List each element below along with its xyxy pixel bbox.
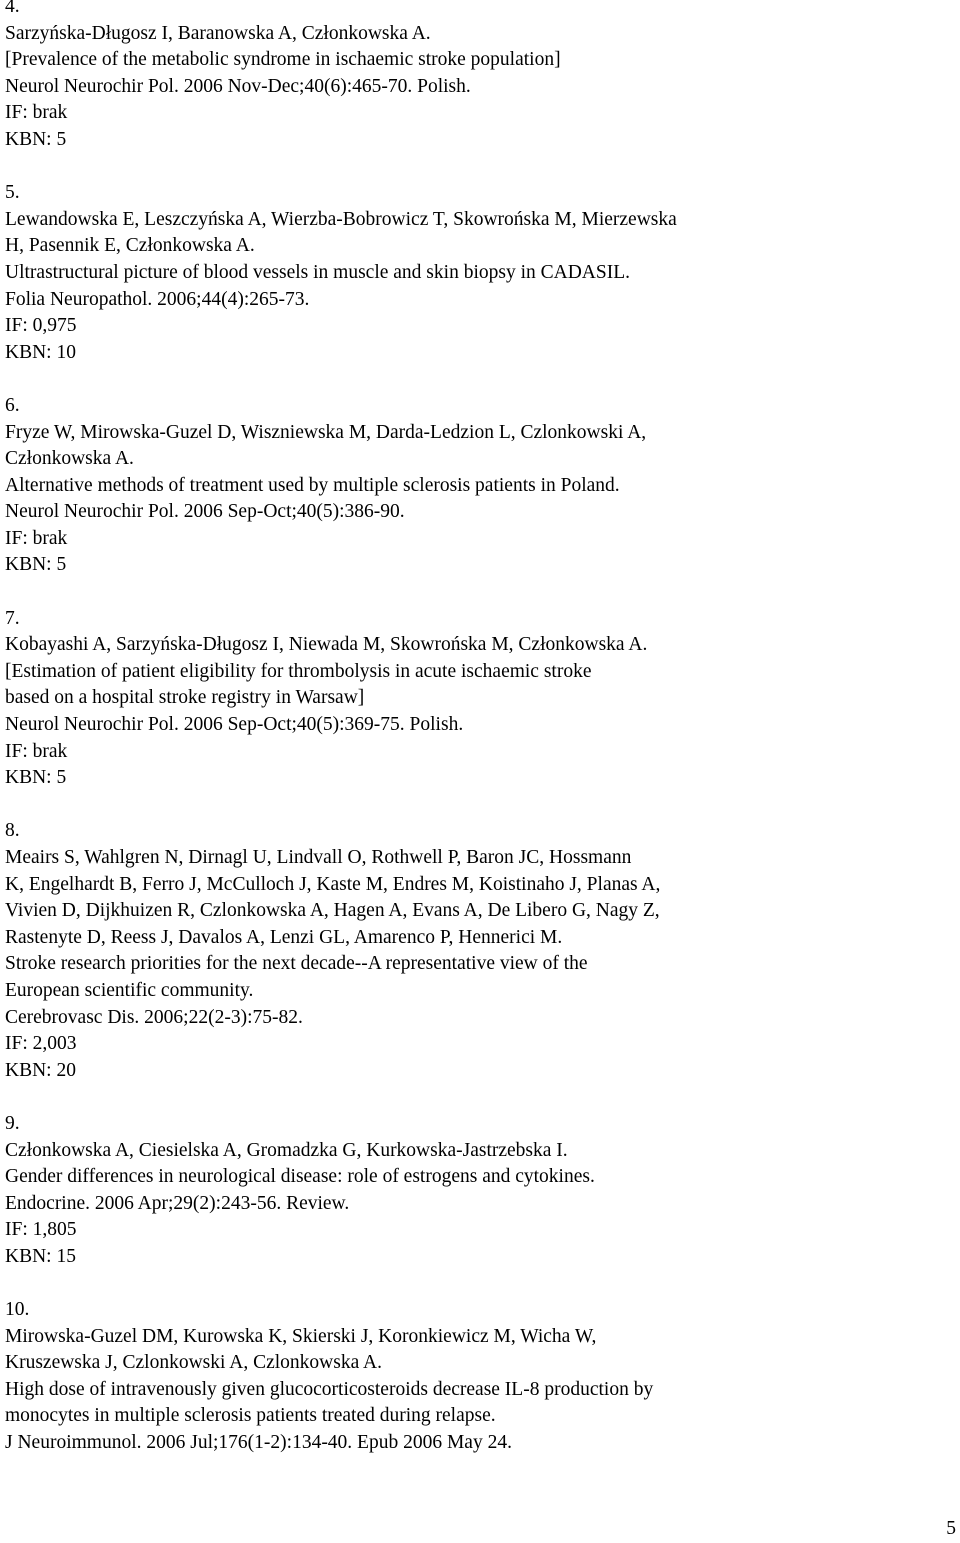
entry-authors: Mirowska-Guzel DM, Kurowska K, Skierski J, Koronkiewicz M, Wicha W, xyxy=(5,1325,597,1347)
entry-authors: Meairs S, Wahlgren N, Dirnagl U, Lindvall O, Rothwell P, Baron JC, Hossmann xyxy=(5,847,632,868)
publication-entry-9 xyxy=(5,1111,945,1271)
publication-entry-7 xyxy=(5,606,945,792)
entry-title: Ultrastructural picture of blood vessels in muscle and skin biopsy in CADASIL. xyxy=(5,261,630,283)
entry-citation: Neurol Neurochir Pol. 2006 Sep-Oct;40(5):369-75. Polish. xyxy=(5,714,464,736)
entry-citation: Neurol Neurochir Pol. 2006 Sep-Oct;40(5):386-90. xyxy=(5,501,405,523)
entry-number: 4. xyxy=(5,0,20,17)
entry-number: 9. xyxy=(5,1112,20,1134)
entry-kbn-score: KBN: 5 xyxy=(5,767,67,789)
entry-impact-factor: IF: brak xyxy=(5,527,68,549)
entry-impact-factor: IF: 0,975 xyxy=(5,315,77,337)
publication-entry-10 xyxy=(5,1297,945,1457)
entry-title: Stroke research priorities for the next decade--A representative view of the xyxy=(5,953,588,975)
entry-title-continued: European scientific community. xyxy=(5,979,254,1001)
entry-number: 5. xyxy=(5,182,20,204)
entry-authors: Sarzyńska-Długosz I, Baranowska A, Członkowska A. xyxy=(5,22,431,44)
entry-impact-factor: IF: 1,805 xyxy=(5,1219,77,1241)
entry-citation: Cerebrovasc Dis. 2006;22(2-3):75-82. xyxy=(5,1006,303,1028)
entry-title-continued: monocytes in multiple sclerosis patients treated during relapse. xyxy=(5,1405,496,1427)
entry-authors-continued: K, Engelhardt B, Ferro J, McCulloch J, Kaste M, Endres M, Koistinaho J, Planas A, xyxy=(5,873,661,895)
publication-entry-6 xyxy=(5,393,945,579)
entry-title: [Estimation of patient eligibility for thrombolysis in acute ischaemic stroke xyxy=(5,660,592,682)
publication-entry-5 xyxy=(5,180,945,366)
entry-title: Alternative methods of treatment used by multiple sclerosis patients in Poland. xyxy=(5,474,620,496)
entry-authors: Lewandowska E, Leszczyńska A, Wierzba-Bobrowicz T, Skowrońska M, Mierzewska xyxy=(5,208,677,230)
entry-citation: Folia Neuropathol. 2006;44(4):265-73. xyxy=(5,288,310,310)
entry-impact-factor: IF: brak xyxy=(5,740,68,762)
entry-kbn-score: KBN: 15 xyxy=(5,1245,76,1267)
entry-impact-factor: IF: brak xyxy=(5,102,68,124)
entry-authors: Członkowska A, Ciesielska A, Gromadzka G, Kurkowska-Jastrzebska I. xyxy=(5,1139,568,1161)
entry-authors: Fryze W, Mirowska-Guzel D, Wiszniewska M, Darda-Ledzion L, Czlonkowski A, xyxy=(5,421,647,443)
entry-citation: Endocrine. 2006 Apr;29(2):243-56. Review. xyxy=(5,1192,350,1214)
entry-number: 10. xyxy=(5,1299,30,1321)
entry-citation: Neurol Neurochir Pol. 2006 Nov-Dec;40(6):465-70. Polish. xyxy=(5,75,471,97)
entry-authors-continued: H, Pasennik E, Członkowska A. xyxy=(5,235,255,257)
entry-kbn-score: KBN: 5 xyxy=(5,554,67,576)
entry-title: Gender differences in neurological disease: role of estrogens and cytokines. xyxy=(5,1166,595,1188)
publication-list xyxy=(5,0,945,1483)
publication-entry-8 xyxy=(5,818,945,1084)
entry-authors-continued: Vivien D, Dijkhuizen R, Czlonkowska A, Hagen A, Evans A, De Libero G, Nagy Z, xyxy=(5,900,660,922)
entry-authors-continued: Kruszewska J, Czlonkowski A, Czlonkowska A. xyxy=(5,1352,382,1374)
entry-citation: J Neuroimmunol. 2006 Jul;176(1-2):134-40. Epub 2006 May 24. xyxy=(5,1432,512,1454)
entry-impact-factor: IF: 2,003 xyxy=(5,1033,77,1055)
entry-kbn-score: KBN: 20 xyxy=(5,1059,76,1081)
publication-entry-4 xyxy=(5,0,945,154)
entry-kbn-score: KBN: 5 xyxy=(5,128,67,150)
entry-kbn-score: KBN: 10 xyxy=(5,341,76,363)
entry-title-continued: based on a hospital stroke registry in Warsaw] xyxy=(5,687,365,709)
page-number: 5 xyxy=(946,1518,956,1539)
entry-title: High dose of intravenously given glucocorticosteroids decrease IL-8 production by xyxy=(5,1378,654,1400)
entry-number: 6. xyxy=(5,394,20,416)
entry-authors: Kobayashi A, Sarzyńska-Długosz I, Niewada M, Skowrońska M, Członkowska A. xyxy=(5,634,648,656)
entry-authors-continued: Członkowska A. xyxy=(5,448,134,470)
entry-number: 7. xyxy=(5,607,20,629)
entry-number: 8. xyxy=(5,820,20,842)
entry-authors-continued: Rastenyte D, Reess J, Davalos A, Lenzi GL, Amarenco P, Hennerici M. xyxy=(5,926,563,948)
entry-title: [Prevalence of the metabolic syndrome in ischaemic stroke population] xyxy=(5,49,561,71)
